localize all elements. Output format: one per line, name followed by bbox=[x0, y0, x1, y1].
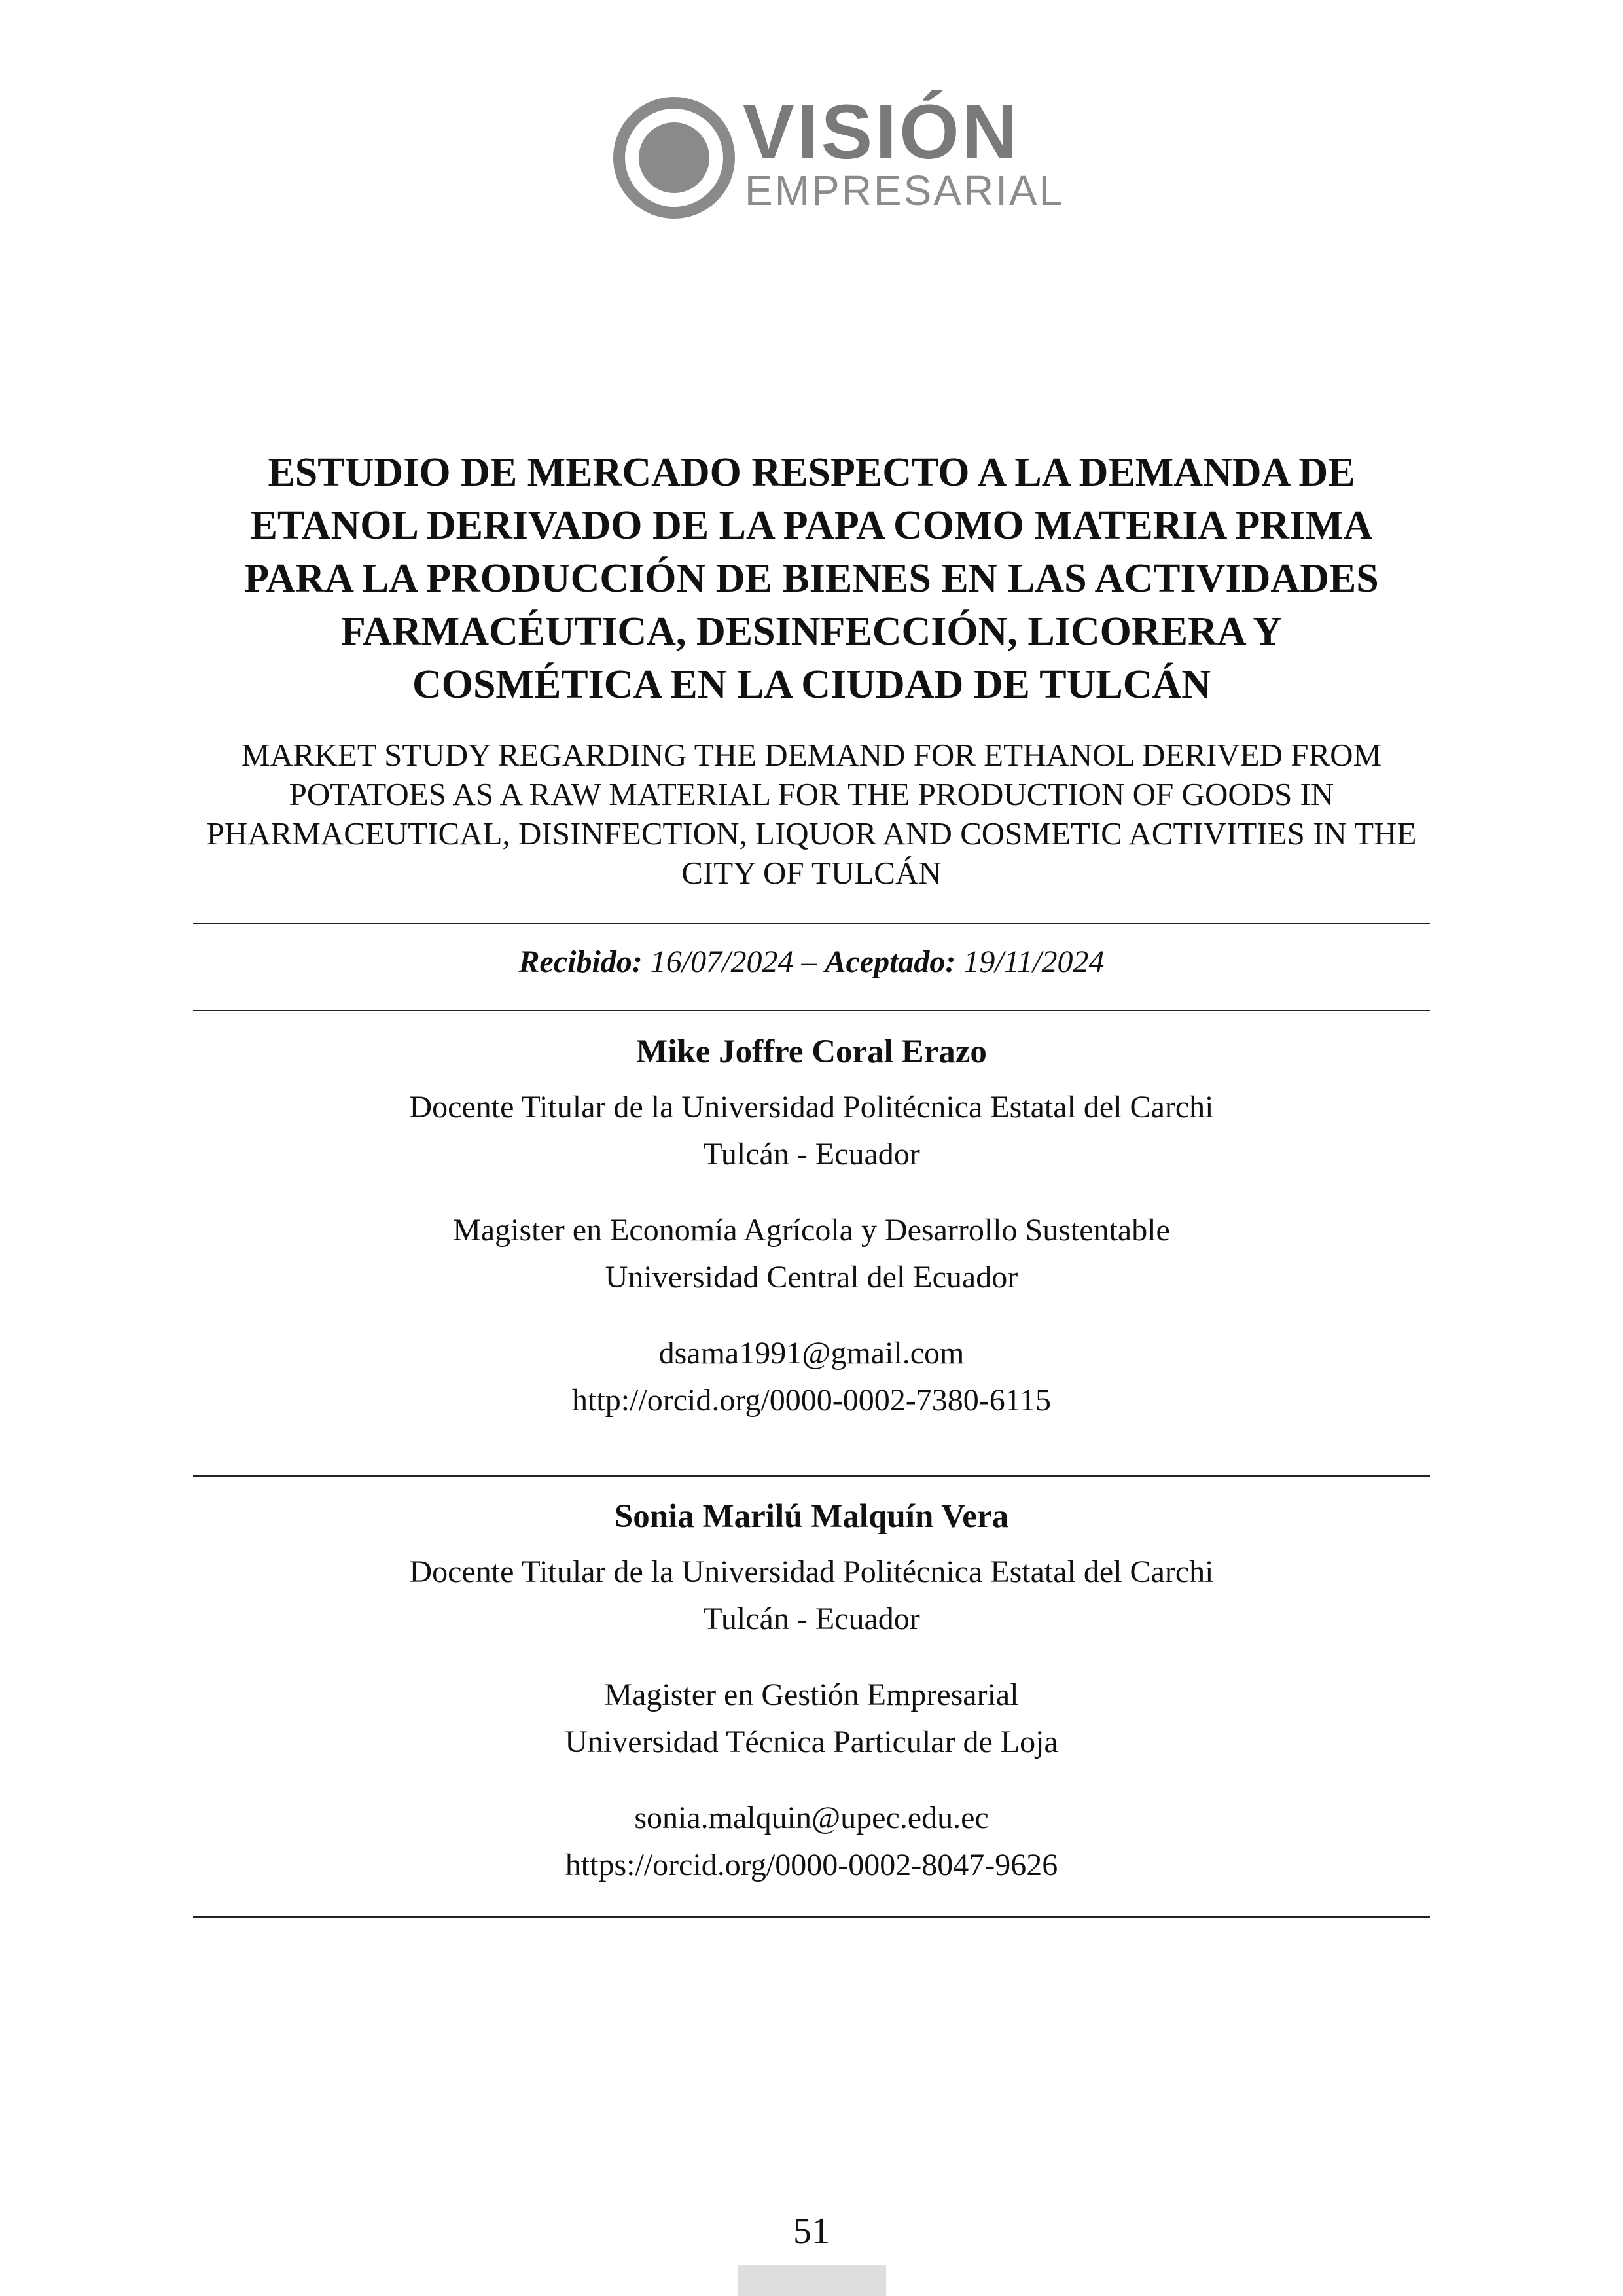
title-line: PARA LA PRODUCCIÓN DE BIENES EN LAS ACTIVIDADES bbox=[244, 556, 1379, 601]
author-degree: Magister en Gestión Empresarial bbox=[604, 1677, 1019, 1712]
author-name: Mike Joffre Coral Erazo bbox=[636, 1033, 987, 1070]
journal-logo bbox=[609, 88, 1065, 226]
divider bbox=[193, 1010, 1430, 1011]
author-block bbox=[193, 1031, 1430, 1424]
author-name: Sonia Marilú Malquín Vera bbox=[614, 1498, 1009, 1535]
author-position: Docente Titular de la Universidad Politécnica Estatal del Carchi bbox=[409, 1090, 1214, 1124]
author-email[interactable]: sonia.malquin@upec.edu.ec bbox=[634, 1801, 989, 1835]
author-orcid[interactable]: http://orcid.org/0000-0002-7380-6115 bbox=[572, 1383, 1051, 1418]
received-label: Recibido: bbox=[518, 944, 643, 979]
accepted-date: 19/11/2024 bbox=[963, 944, 1105, 979]
logo-word: VISIÓN bbox=[743, 89, 1020, 175]
divider bbox=[193, 923, 1430, 924]
divider bbox=[193, 1916, 1430, 1918]
author-block bbox=[193, 1496, 1430, 1889]
author-position: Docente Titular de la Universidad Politécnica Estatal del Carchi bbox=[409, 1554, 1214, 1589]
circle-logo-icon bbox=[609, 92, 740, 223]
subtitle-line: CITY OF TULCÁN bbox=[681, 855, 942, 891]
subtitle-line: PHARMACEUTICAL, DISINFECTION, LIQUOR AND COSMETIC ACTIVITIES IN THE bbox=[206, 816, 1417, 852]
author-degree-institution: Universidad Técnica Particular de Loja bbox=[565, 1725, 1058, 1759]
page-footer-bar bbox=[738, 2265, 886, 2296]
title-line: FARMACÉUTICA, DESINFECCIÓN, LICORERA Y bbox=[340, 609, 1283, 654]
subtitle-line: MARKET STUDY REGARDING THE DEMAND FOR ETHANOL DERIVED FROM bbox=[241, 737, 1382, 773]
submission-dates bbox=[193, 942, 1430, 982]
title-line: ETANOL DERIVADO DE LA PAPA COMO MATERIA PRIMA bbox=[250, 503, 1373, 548]
article-subtitle bbox=[183, 736, 1440, 893]
title-line: ESTUDIO DE MERCADO RESPECTO A LA DEMANDA DE bbox=[268, 450, 1355, 495]
received-date: 16/07/2024 bbox=[650, 944, 794, 979]
article-title bbox=[183, 446, 1440, 711]
author-degree: Magister en Economía Agrícola y Desarrollo Sustentable bbox=[453, 1213, 1170, 1247]
page-number: 51 bbox=[793, 2211, 830, 2251]
subtitle-line: POTATOES AS A RAW MATERIAL FOR THE PRODUCTION OF GOODS IN bbox=[289, 776, 1334, 812]
author-email[interactable]: dsama1991@gmail.com bbox=[658, 1336, 965, 1371]
author-location: Tulcán - Ecuador bbox=[703, 1137, 920, 1172]
date-separator: – bbox=[801, 944, 817, 979]
accepted-label: Aceptado: bbox=[825, 944, 956, 979]
logo-subtitle: EMPRESARIAL bbox=[745, 167, 1065, 214]
title-line: COSMÉTICA EN LA CIUDAD DE TULCÁN bbox=[412, 662, 1211, 707]
author-orcid[interactable]: https://orcid.org/0000-0002-8047-9626 bbox=[565, 1848, 1058, 1882]
divider bbox=[193, 1475, 1430, 1477]
author-degree-institution: Universidad Central del Ecuador bbox=[605, 1260, 1018, 1295]
author-location: Tulcán - Ecuador bbox=[703, 1602, 920, 1636]
